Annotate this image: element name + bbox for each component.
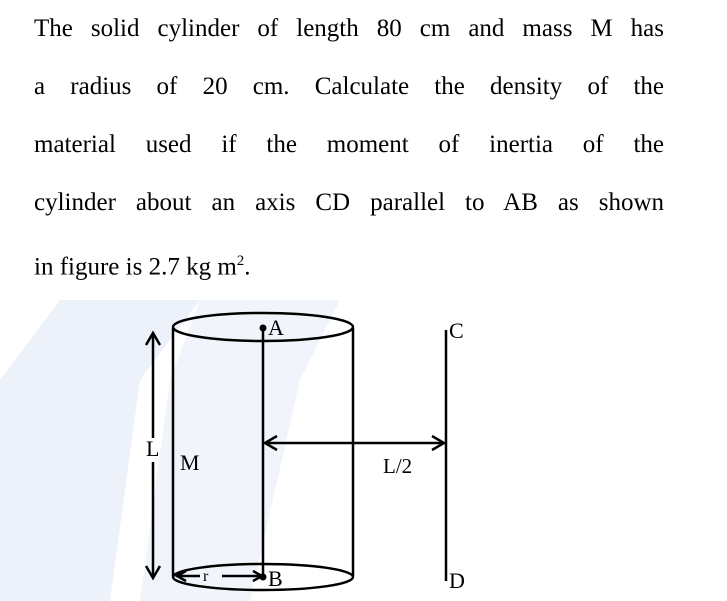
problem-line-2: a radius of 20 cm. Calculate the density of the	[34, 73, 664, 100]
point-b	[260, 574, 267, 581]
label-b: B	[268, 566, 283, 591]
point-a	[260, 325, 267, 332]
problem-line-1: The solid cylinder of length 80 cm and mass M has	[34, 15, 664, 42]
end-period: .	[244, 253, 251, 281]
label-half-l: L/2	[383, 454, 413, 478]
label-d: D	[449, 568, 465, 593]
problem-line-4: cylinder about an axis CD parallel to AB as shown	[34, 189, 664, 216]
label-m: M	[180, 450, 200, 475]
label-r: r	[203, 568, 209, 585]
unit-superscript: 2	[236, 253, 245, 269]
label-c: C	[449, 318, 464, 343]
label-a: A	[268, 315, 284, 340]
problem-line-5-text: in figure is 2.7 kg m	[34, 253, 237, 281]
problem-line-3: material used if the moment of inertia of the	[34, 131, 664, 158]
label-l: L	[146, 436, 160, 461]
